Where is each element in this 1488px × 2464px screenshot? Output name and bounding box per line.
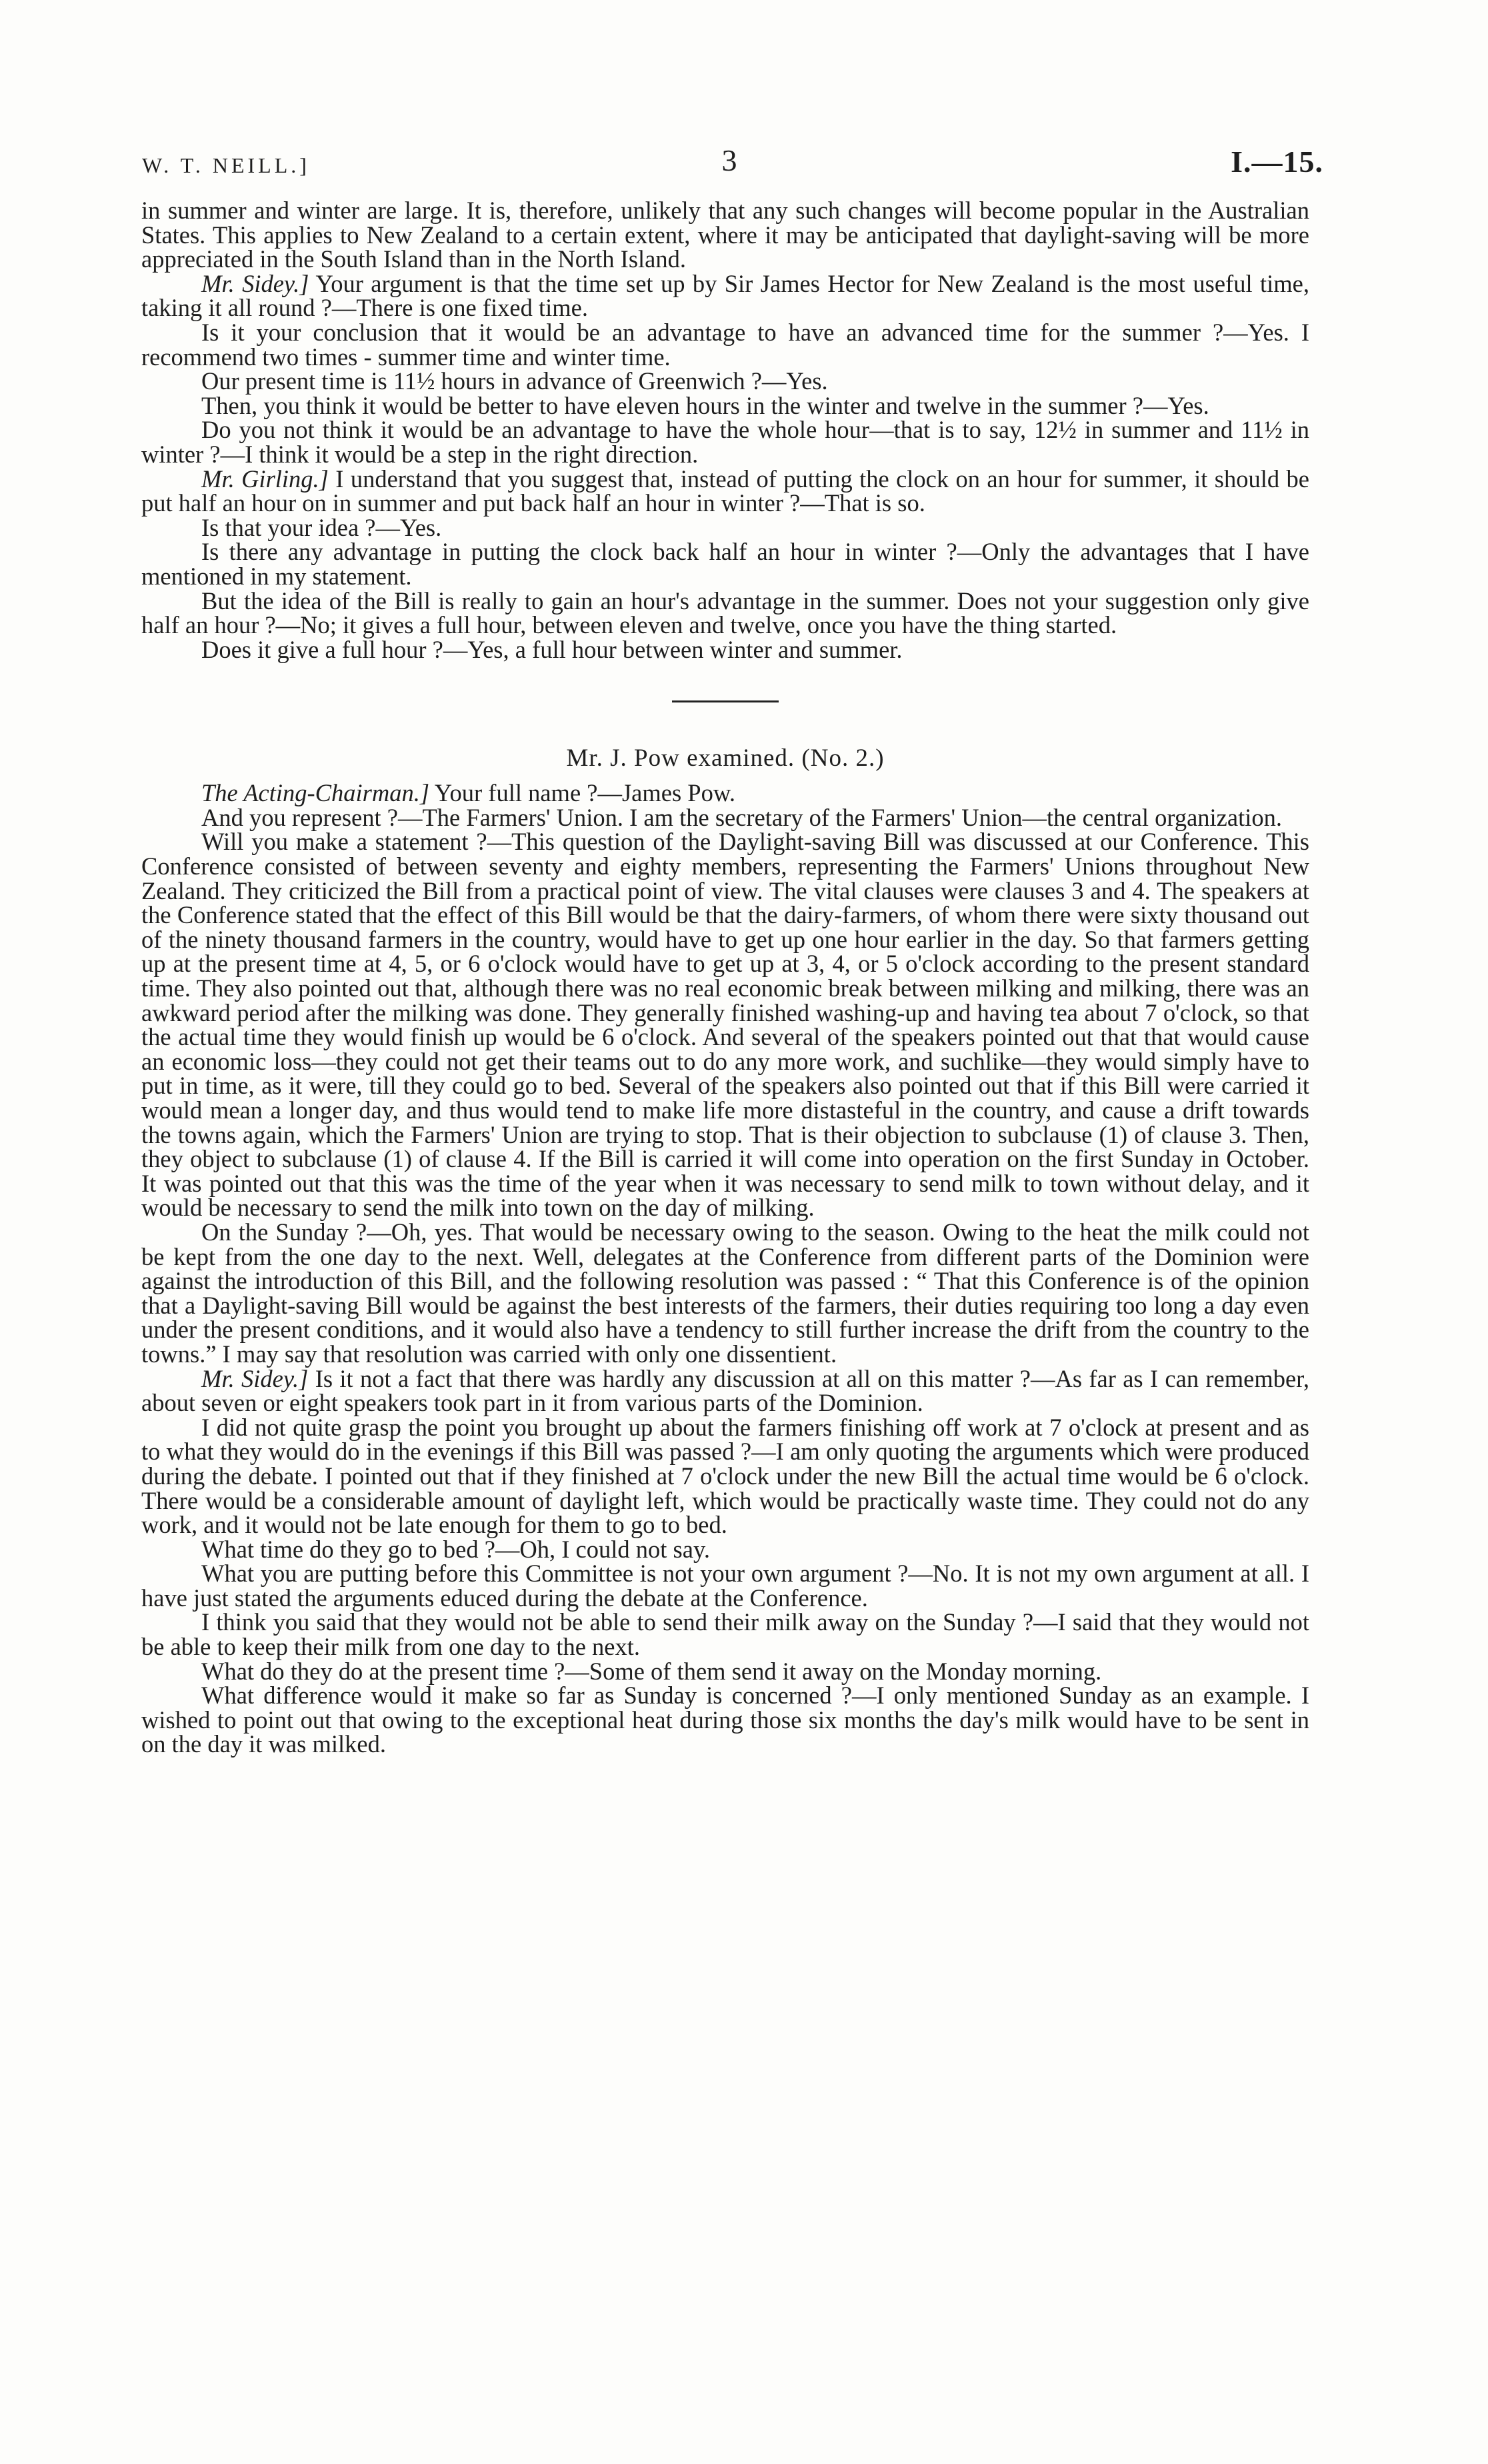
paragraph-text: And you represent ?—The Farmers' Union. I am the secretary of the Farmers' Union—the central organization. bbox=[201, 803, 1282, 831]
paragraph bbox=[141, 418, 1309, 467]
paragraph-text: I think you said that they would not be able to send their milk away on the Sunday ?—I said that they would not be able to keep their milk from one day to the next. bbox=[141, 1608, 1309, 1661]
paragraph-text: Does it give a full hour ?—Yes, a full hour between winter and summer. bbox=[201, 635, 903, 663]
paragraph bbox=[141, 1657, 1309, 1685]
page-number: 3 bbox=[721, 143, 739, 177]
paragraph bbox=[141, 1684, 1309, 1757]
paragraph bbox=[141, 369, 1309, 394]
paragraph bbox=[141, 1535, 1309, 1563]
section-divider bbox=[672, 700, 779, 702]
speaker-label: The Acting-Chairman.] bbox=[201, 779, 430, 807]
paragraph-text: I did not quite grasp the point you brought up about the farmers finishing off work at 7 o'clock at present and as to what they would do in the evenings if this Bill was passed ?—I am only quoting the arguments which were produced during the debate. I pointed out that if they finished at 7 o'clock under the new Bill the actual time would be 6 o'clock. There would be a considerable amount of daylight left, which would be practically waste time. They could not do any work, and it would not be late enough for them to go to bed. bbox=[141, 1413, 1309, 1539]
paragraph bbox=[141, 635, 1309, 663]
paragraph-text: On the Sunday ?—Oh, yes. That would be necessary owing to the season. Owing to the heat the milk could not be kept from the one day to the next. Well, delegates at the Conference from different parts of the Dominion were against the introduction of this Bill, and the following resolution was passed : “ That this Conference is of the opinion that a Daylight-saving Bill would be against the best interests of the farmers, their duties requiring too long a day even under the present conditions, and it would also have a tendency to still further increase the drift from the country to the towns.” I may say that resolution was carried with only one dissentient. bbox=[141, 1218, 1309, 1368]
paragraph-text: Is there any advantage in putting the clock back half an hour in winter ?—Only the advantages that I have mentioned in my statement. bbox=[141, 538, 1309, 590]
paragraph bbox=[141, 830, 1309, 1220]
paragraph bbox=[141, 391, 1309, 419]
paragraph bbox=[141, 540, 1309, 589]
paragraph-text: But the idea of the Bill is really to gain an hour's advantage in the summer. Does not your suggestion only give half an hour ?—No; it gives a full hour, between eleven and twelve, once you have the thing started. bbox=[141, 587, 1309, 639]
paragraph-text: Your argument is that the time set up by Sir James Hector for New Zealand is the most useful time, taking it all round ?—There is one fixed time. bbox=[141, 269, 1309, 322]
paragraph bbox=[141, 1220, 1309, 1367]
paragraph bbox=[141, 318, 1309, 371]
paragraph-text: Is it your conclusion that it would be an advantage to have an advanced time for the summer ?—Yes. I recommend two times - summer time and winter time. bbox=[141, 318, 1309, 371]
paragraph-text: Our present time is 11½ hours in advance of Greenwich ?—Yes. bbox=[201, 367, 828, 395]
paragraph-text: Will you make a statement ?—This question of the Daylight-saving Bill was discussed at our Conference. This Conference consisted of between seventy and eighty members, representing the Farmers' Unions throughout New Zealand. They criticized the Bill from a practical point of view. The vital clauses were clauses 3 and 4. The speakers at the Conference stated that the effect of this Bill would be that the dairy-farmers, of whom there were sixty thousand out of the ninety thousand farmers in the country, would have to get up one hour earlier in the day. So that farmers getting up at the present time at 4, 5, or 6 o'clock would have to get up at 3, 4, or 5 o'clock according to the present standard time. They also pointed out that, although there was no real economic break between milking and milking, there was an awkward period after the milking was done. They generally finished washing-up and having tea about 7 o'clock, so that the actual time they would finish up would be 6 o'clock. And several of the speakers pointed out that that would cause an economic loss—they could not get their teams out to do any more work, and suchlike—they would simply have to put in time, as it were, till they could go to bed. Several of the speakers also pointed out that if this Bill were carried it would mean a longer day, and thus would tend to make life more distasteful in the country, and cause a drift towards the towns again, which the Farmers' Union are trying to stop. That is their objection to subclause (1) of clause 3. Then, they object to subclause (1) of clause 4. If the Bill is carried it will come into operation on the first Sunday in October. It was pointed out that this was the time of the year when it was necessary to send milk to town without delay, and it would be necessary to send the milk into town on the day of milking. bbox=[141, 828, 1309, 1222]
speaker-label: Mr. Sidey.] bbox=[201, 269, 309, 297]
paragraph bbox=[141, 199, 1309, 272]
paragraph bbox=[141, 1413, 1309, 1539]
header-witness-name: W. T. NEILL.] bbox=[142, 153, 310, 177]
paragraph bbox=[141, 269, 1309, 322]
paragraph-text: Is it not a fact that there was hardly any discussion at all on this matter ?—As far as I can remember, about seven or eight speakers took part in it from various parts of the Dominion. bbox=[141, 1364, 1310, 1417]
paragraph bbox=[141, 803, 1309, 831]
testimony-continued bbox=[141, 199, 1309, 662]
paragraph-text: What you are putting before this Committee is not your own argument ?—No. It is not my own argument at all. I have just stated the arguments educed during the debate at the Conference. bbox=[141, 1560, 1309, 1612]
paragraph bbox=[141, 467, 1309, 516]
page-body bbox=[141, 199, 1309, 1757]
paragraph-text: Do you not think it would be an advantage to have the whole hour—that is to say, 12½ in summer and 11½ in winter ?—I think it would be a step in the right direction. bbox=[141, 416, 1309, 468]
paragraph bbox=[141, 1610, 1309, 1659]
paragraph-text: What difference would it make so far as Sunday is concerned ?—I only mentioned Sunday as an example. I wished to point out that owing to the exceptional heat during those six months the day's milk would have to be sent in on the day it was milked. bbox=[141, 1682, 1309, 1758]
section-title: Mr. J. Pow examined. (No. 2.) bbox=[566, 744, 885, 772]
paragraph-text: Then, you think it would be better to have eleven hours in the winter and twelve in the summer ?—Yes. bbox=[201, 391, 1209, 419]
paragraph bbox=[141, 1364, 1310, 1417]
paragraph-text: Your full name ?—James Pow. bbox=[429, 779, 735, 807]
paragraph bbox=[141, 589, 1309, 638]
paragraph-text: in summer and winter are large. It is, therefore, unlikely that any such changes will become popular in the Australian States. This applies to New Zealand to a certain extent, where it may be anticipated that daylight-saving will be more appreciated in the South Island than in the North Island. bbox=[141, 197, 1309, 273]
page-header bbox=[137, 140, 1323, 183]
paragraph-text: Is that your idea ?—Yes. bbox=[201, 513, 442, 541]
speaker-label: Mr. Sidey.] bbox=[201, 1364, 309, 1392]
speaker-label: Mr. Girling.] bbox=[201, 465, 329, 493]
paragraph bbox=[141, 1562, 1309, 1610]
paper-reference: I.—15. bbox=[1231, 145, 1323, 179]
paragraph-text: What time do they go to bed ?—Oh, I could not say. bbox=[201, 1535, 710, 1563]
paragraph bbox=[141, 781, 1309, 806]
paragraph bbox=[141, 513, 1309, 541]
paragraph-text: What do they do at the present time ?—Some of them send it away on the Monday morning. bbox=[201, 1657, 1102, 1685]
paragraph-text: I understand that you suggest that, instead of putting the clock on an hour for summer, it should be put half an hour on in summer and put back half an hour in winter ?—That is so. bbox=[141, 465, 1309, 517]
testimony-pow bbox=[141, 781, 1309, 1757]
